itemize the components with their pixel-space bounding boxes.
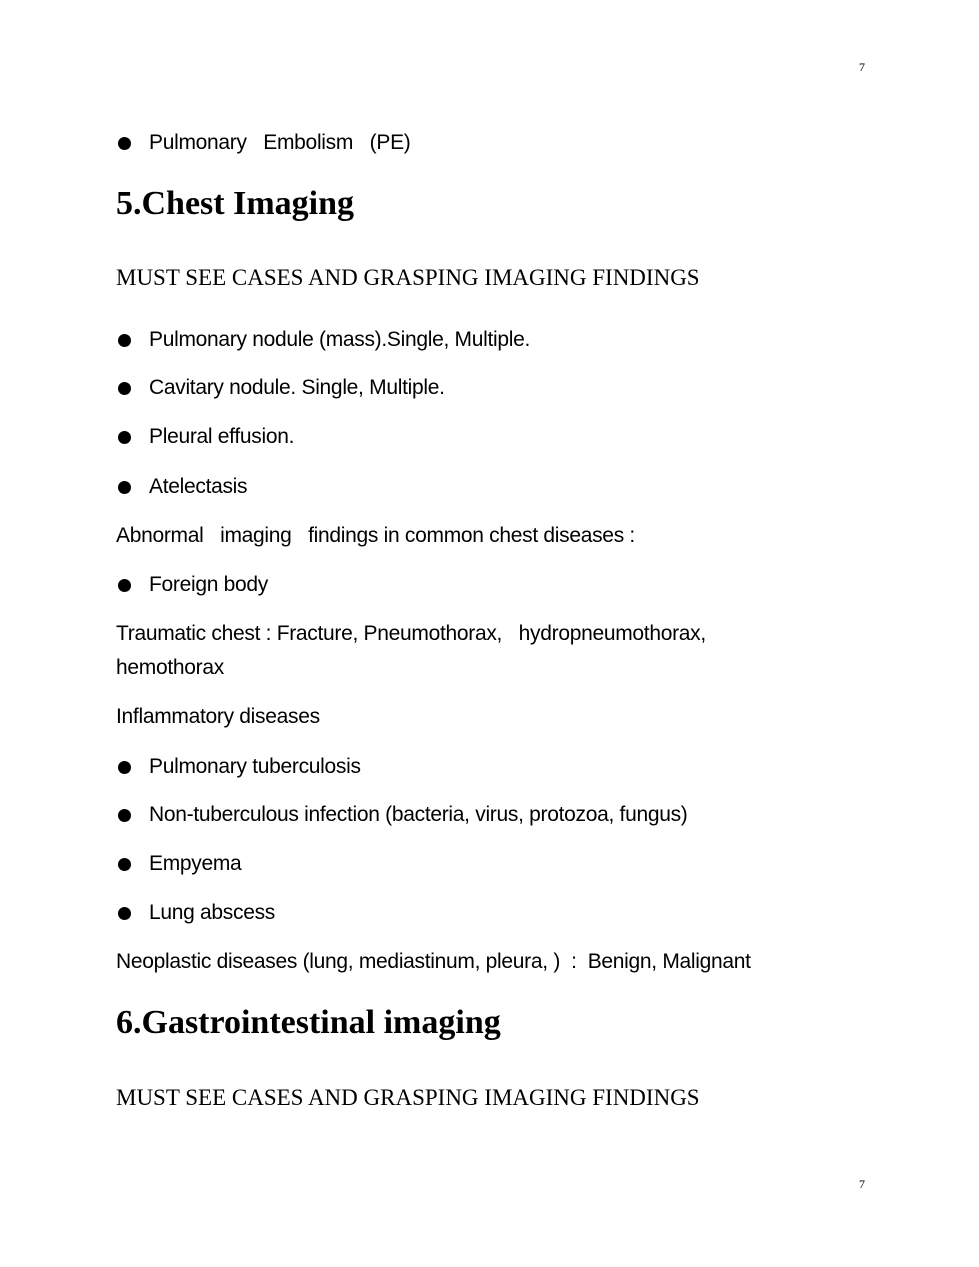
list-item [116,328,530,352]
section-heading-chest-imaging: 5.Chest Imaging [116,185,355,222]
bullet-icon [118,907,131,920]
list-item-text: Pleural effusion. [149,425,295,448]
list-item-text: Pulmonary nodule (mass).Single, Multiple. [149,328,531,351]
list-item [116,901,275,925]
page-number-top: 7 [859,60,865,74]
bullet-icon [118,481,131,494]
section-heading-gastrointestinal-imaging: 6.Gastrointestinal imaging [116,1004,501,1041]
paragraph-traumatic-chest-continued: hemothorax [116,656,224,679]
list-item [116,131,410,155]
bullet-icon [118,809,131,822]
list-item [116,376,445,400]
list-item-text: Pulmonary Embolism (PE) [149,131,411,154]
list-item [116,755,361,779]
bullet-icon [118,334,131,347]
page-number-bottom: 7 [859,1177,865,1191]
paragraph-neoplastic: Neoplastic diseases (lung, mediastinum, pleura, ) : Benign, Malignant [116,950,751,973]
list-item [116,803,688,827]
bullet-icon [118,761,131,774]
section-subheading: MUST SEE CASES AND GRASPING IMAGING FINDINGS [116,265,700,290]
list-item-text: Foreign body [149,573,268,596]
bullet-icon [118,382,131,395]
bullet-icon [118,431,131,444]
list-item-text: Non-tuberculous infection (bacteria, virus, protozoa, fungus) [149,803,688,826]
list-item-text: Cavitary nodule. Single, Multiple. [149,376,445,399]
list-item-text: Lung abscess [149,901,275,924]
section-subheading: MUST SEE CASES AND GRASPING IMAGING FINDINGS [116,1085,700,1110]
bullet-icon [118,137,131,150]
paragraph-traumatic-chest: Traumatic chest : Fracture, Pneumothorax, hydropneumothorax, [116,622,706,645]
paragraph-inflammatory: Inflammatory diseases [116,705,320,728]
list-item [116,425,294,449]
list-item [116,475,247,499]
list-item [116,573,268,597]
list-item [116,852,241,876]
list-item-text: Empyema [149,852,242,875]
bullet-icon [118,858,131,871]
paragraph-abnormal-findings: Abnormal imaging findings in common chest diseases : [116,524,635,547]
list-item-text: Pulmonary tuberculosis [149,755,361,778]
bullet-icon [118,579,131,592]
list-item-text: Atelectasis [149,475,248,498]
